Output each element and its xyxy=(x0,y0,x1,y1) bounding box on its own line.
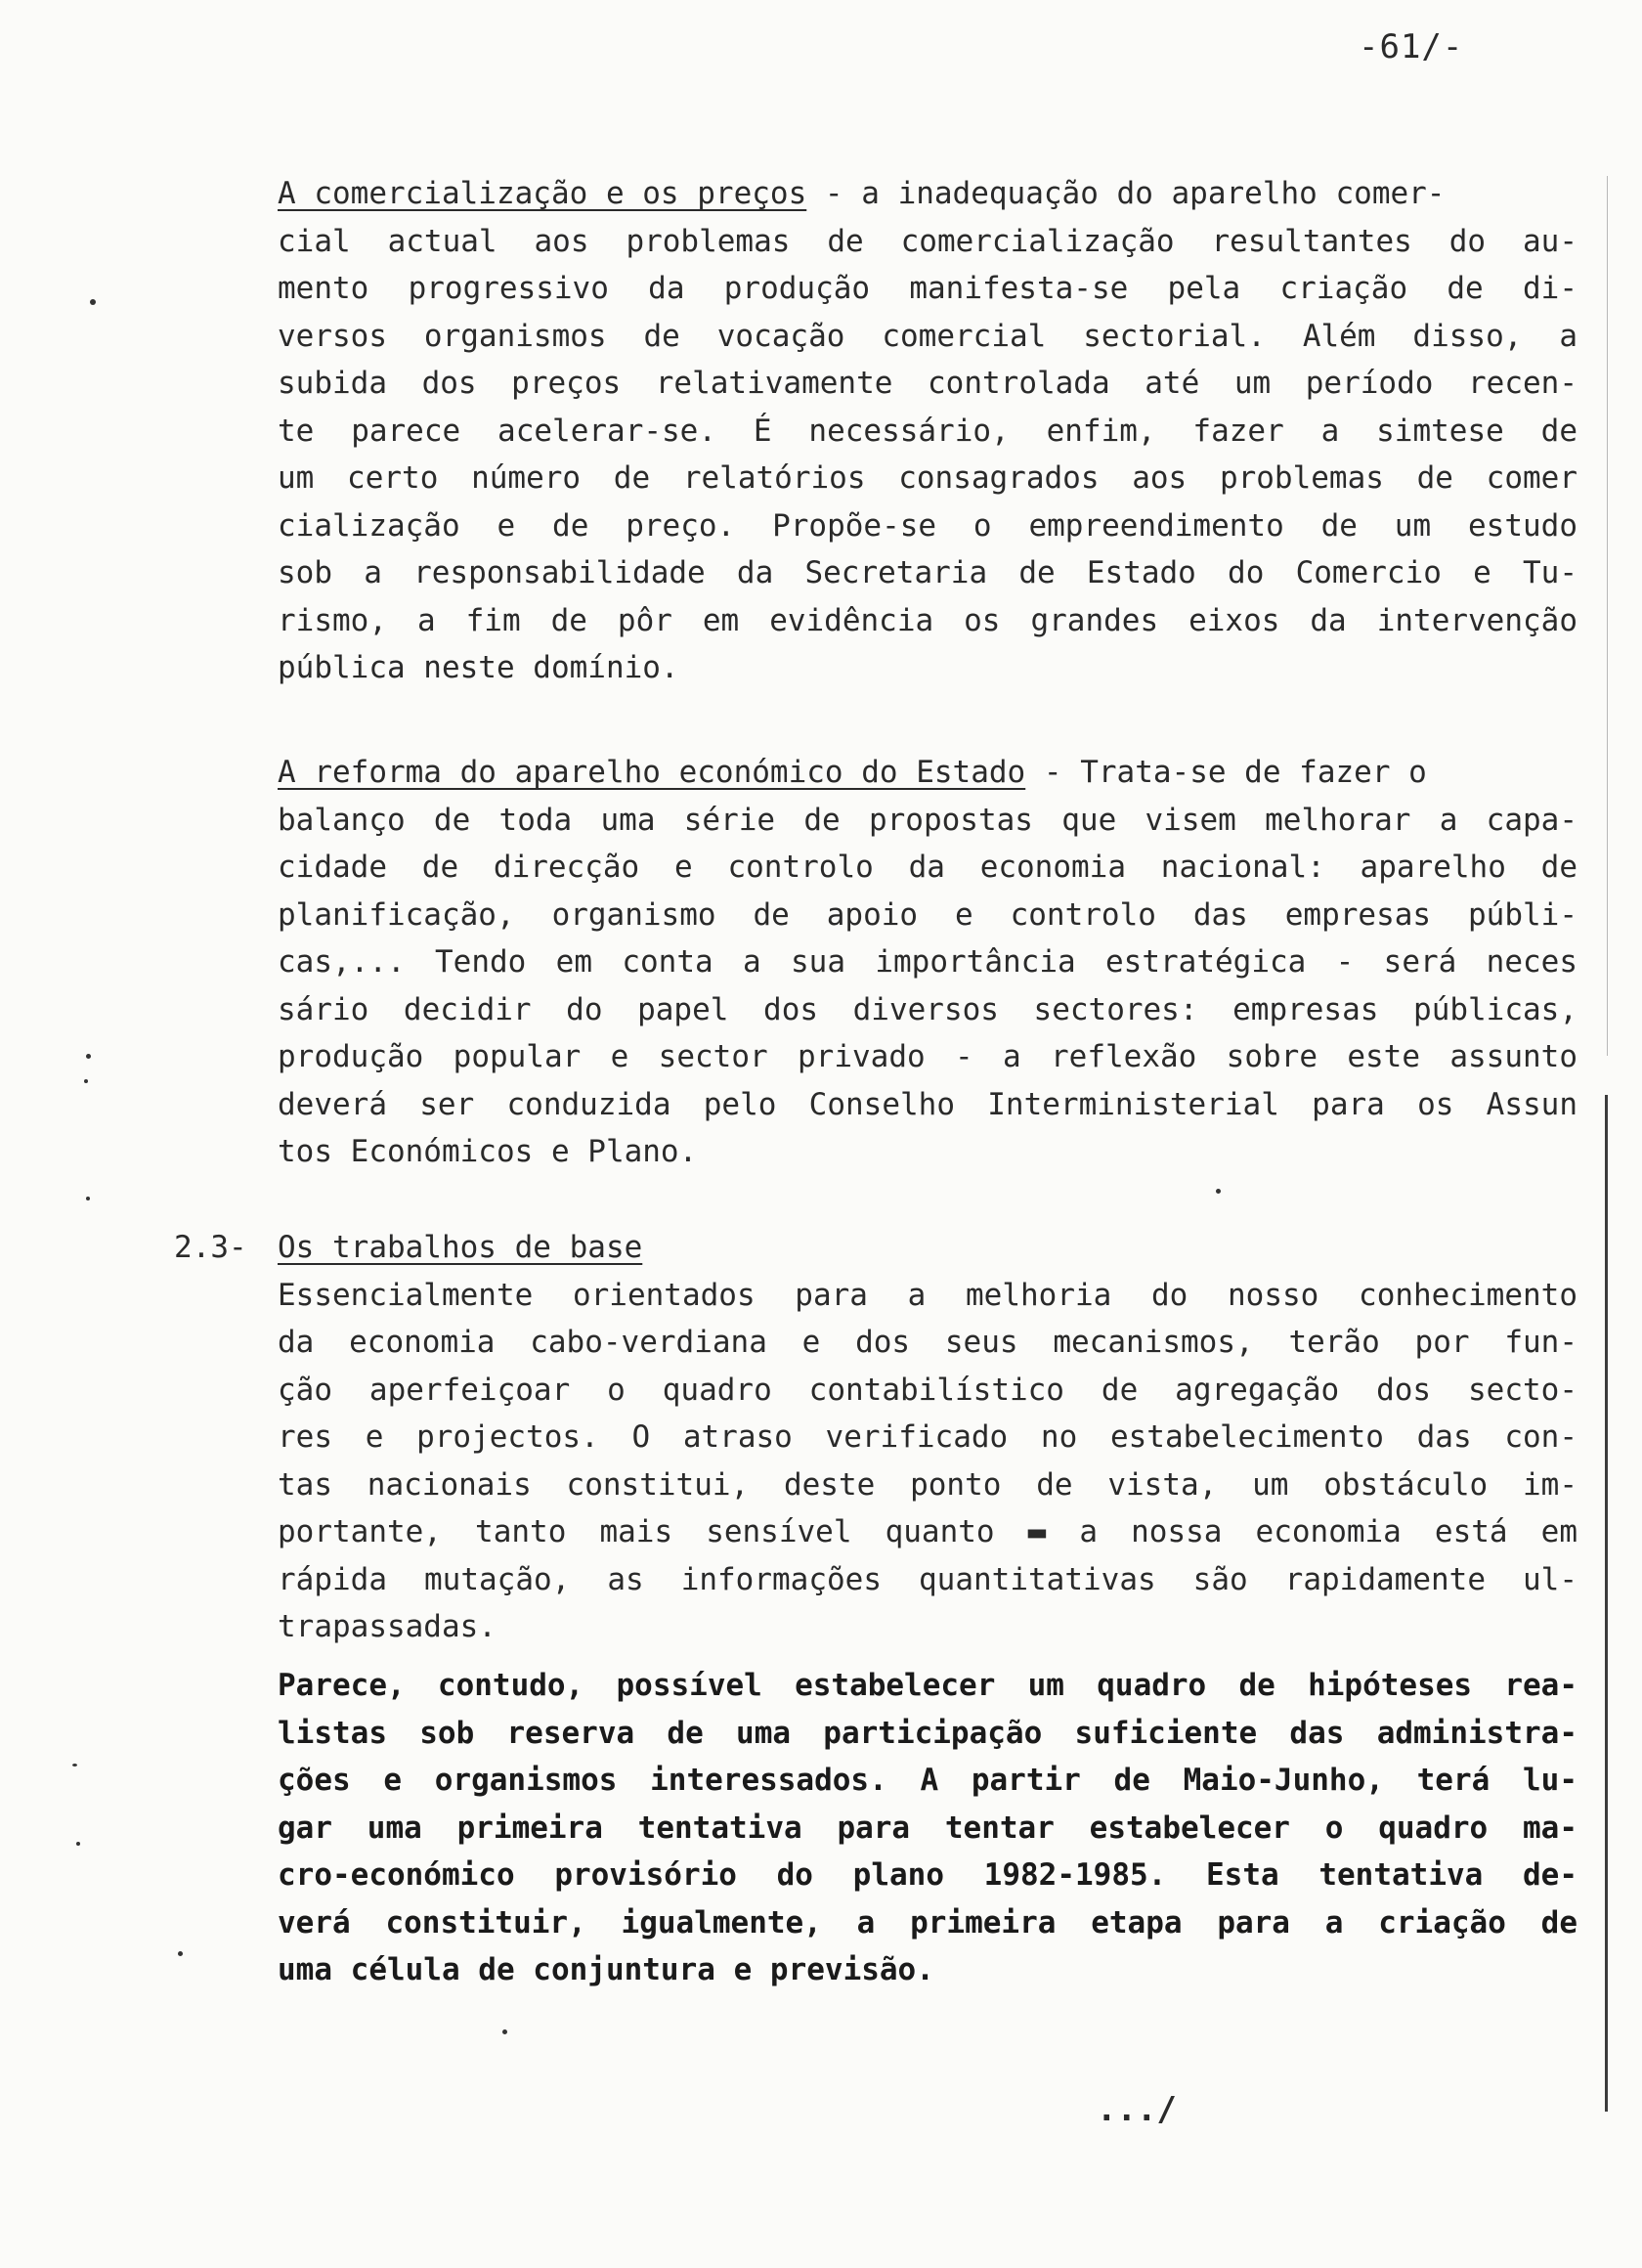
text-line: rápida mutação, as informações quantitativas são rapidamente ul- xyxy=(278,1561,1577,1597)
text-line: sário decidir do papel dos diversos sectores: empresas públicas, xyxy=(278,991,1577,1027)
text-line: planificação, organismo de apoio e controlo das empresas públi- xyxy=(278,896,1577,933)
page-number: -61/- xyxy=(1359,27,1464,66)
section-heading: Os trabalhos de base xyxy=(278,1230,643,1265)
text-line: verá constituir, igualmente, a primeira etapa para a criação de xyxy=(278,1904,1577,1941)
section-base-work xyxy=(278,1224,1577,1651)
text-line: ções e organismos interessados. A partir de Maio-Junho, terá lu- xyxy=(278,1763,1577,1798)
text-line: cidade de direcção e controlo da economia nacional: aparelho de xyxy=(278,850,1577,885)
scan-speck xyxy=(178,1951,183,1956)
margin-rule xyxy=(1605,1095,1608,2112)
text-line xyxy=(278,1224,1577,1272)
text-line: balanço de toda uma série de propostas que visem melhorar a capa- xyxy=(278,802,1577,838)
text-line: te parece acelerar-se. É necessário, enfim, fazer a simtese de xyxy=(278,413,1577,449)
text-line: versos organismos de vocação comercial sectorial. Além disso, a xyxy=(278,318,1577,354)
scan-speck xyxy=(84,1079,88,1083)
scan-speck xyxy=(72,1764,77,1766)
text-line: portante, tanto mais sensível quanto ▬ a nossa economia está em xyxy=(278,1514,1577,1549)
text-line: sob a responsabilidade da Secretaria de Estado do Comercio e Tu- xyxy=(278,555,1577,590)
text-line: tos Económicos e Plano. xyxy=(278,1134,698,1169)
scan-speck xyxy=(86,1054,91,1059)
text-line: Parece, contudo, possível estabelecer um quadro de hipóteses rea- xyxy=(278,1668,1577,1703)
text-line: Essencialmente orientados para a melhoria do nosso conhecimento xyxy=(278,1277,1577,1313)
text-line: trapassadas. xyxy=(278,1609,497,1644)
text-line: subida dos preços relativamente controlada até um período recen- xyxy=(278,366,1577,401)
text-line: res e projectos. O atraso verificado no estabelecimento das con- xyxy=(278,1419,1577,1455)
text-line: mento progressivo da produção manifesta-se pela criação de di- xyxy=(278,271,1577,306)
text-line: cas,... Tendo em conta a sua importância estratégica - será neces xyxy=(278,944,1577,980)
text-line: A comercialização e os preços - a inadequação do aparelho comer- xyxy=(278,176,1446,211)
continuation-mark: .../ xyxy=(1097,2090,1177,2129)
section-heading: A comercialização e os preços xyxy=(278,176,807,211)
scan-speck xyxy=(90,299,96,305)
text-line: gar uma primeira tentativa para tentar estabelecer o quadro ma- xyxy=(278,1810,1577,1846)
text-line: produção popular e sector privado - a reflexão sobre este assunto xyxy=(278,1039,1577,1074)
text-line: deverá ser conduzida pelo Conselho Interministerial para os Assun xyxy=(278,1086,1577,1122)
section-heading: A reforma do aparelho económico do Estado xyxy=(278,755,1026,790)
section-commercialization xyxy=(278,170,1577,692)
text-line: cial actual aos problemas de comercialização resultantes do au- xyxy=(278,223,1577,259)
scan-speck xyxy=(76,1842,80,1846)
section-reform xyxy=(278,749,1577,1176)
text-line: um certo número de relatórios consagrados aos problemas de comer xyxy=(278,460,1577,496)
text-line: cro-económico provisório do plano 1982-1985. Esta tentativa de- xyxy=(278,1857,1577,1893)
text-line: listas sob reserva de uma participação suficiente das administra- xyxy=(278,1715,1577,1751)
scan-speck xyxy=(502,2029,507,2034)
scan-speck xyxy=(86,1197,90,1200)
scan-speck xyxy=(1216,1189,1221,1194)
section-number: 2.3- xyxy=(174,1230,247,1265)
margin-rule-faint xyxy=(1607,176,1608,1056)
text-line: ção aperfeiçoar o quadro contabilístico de agregação dos secto- xyxy=(278,1372,1577,1408)
text-line: A reforma do aparelho económico do Estado - Trata-se de fazer o xyxy=(278,755,1427,790)
text-line: tas nacionais constitui, deste ponto de vista, um obstáculo im- xyxy=(278,1466,1577,1503)
text-line: pública neste domínio. xyxy=(278,650,679,685)
text-line: uma célula de conjuntura e previsão. xyxy=(278,1952,934,1987)
section-hypotheses xyxy=(278,1662,1577,1994)
text-line: cialização e de preço. Propõe-se o empreendimento de um estudo xyxy=(278,507,1577,544)
text-line: da economia cabo-verdiana e dos seus mecanismos, terão por fun- xyxy=(278,1325,1577,1360)
text-line: rismo, a fim de pôr em evidência os grandes eixos da intervenção xyxy=(278,602,1577,638)
